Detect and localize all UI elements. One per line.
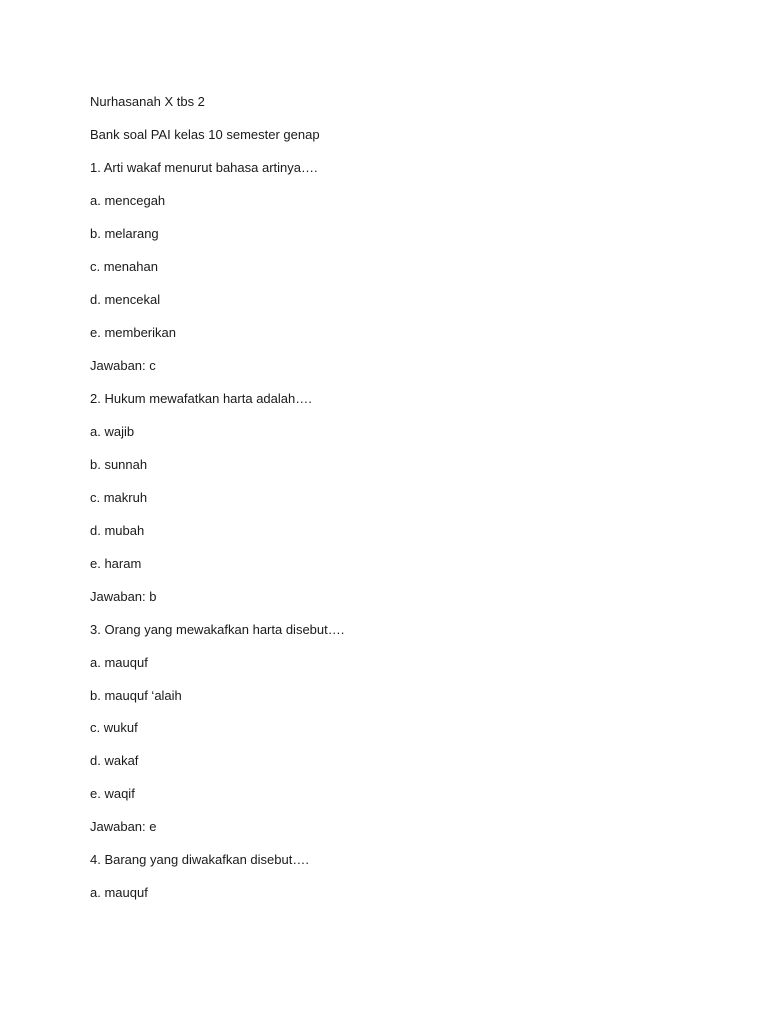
question-3-option-a: a. mauquf [90, 655, 148, 670]
question-2-option-c: c. makruh [90, 490, 148, 505]
question-1-option-a: a. mencegah [90, 193, 166, 208]
question-2: 2. Hukum mewafatkan harta adalah…. [90, 391, 312, 406]
question-4-option-a: a. mauquf [90, 885, 148, 900]
question-2-option-b: b. sunnah [90, 457, 148, 472]
question-3-option-c: c. wukuf [90, 720, 138, 735]
question-1-option-c: c. menahan [90, 259, 158, 274]
question-1-option-e: e. memberikan [90, 325, 176, 340]
document-title: Bank soal PAI kelas 10 semester genap [90, 127, 320, 142]
question-3-option-b: b. mauquf ‘alaih [90, 688, 182, 703]
question-2-answer: Jawaban: b [90, 589, 157, 604]
question-1-answer: Jawaban: c [90, 358, 156, 373]
question-2-option-a: a. wajib [90, 424, 135, 439]
question-3-option-d: d. wakaf [90, 753, 139, 768]
question-2-option-e: e. haram [90, 556, 142, 571]
question-1-option-d: d. mencekal [90, 292, 161, 307]
question-3-answer: Jawaban: e [90, 819, 157, 834]
question-2-option-d: d. mubah [90, 523, 145, 538]
question-3: 3. Orang yang mewakafkan harta disebut…. [90, 622, 345, 637]
question-1-option-b: b. melarang [90, 226, 159, 241]
question-4: 4. Barang yang diwakafkan disebut…. [90, 852, 309, 867]
question-3-option-e: e. waqif [90, 786, 135, 801]
author-line: Nurhasanah X tbs 2 [90, 94, 205, 109]
question-1: 1. Arti wakaf menurut bahasa artinya…. [90, 160, 318, 175]
